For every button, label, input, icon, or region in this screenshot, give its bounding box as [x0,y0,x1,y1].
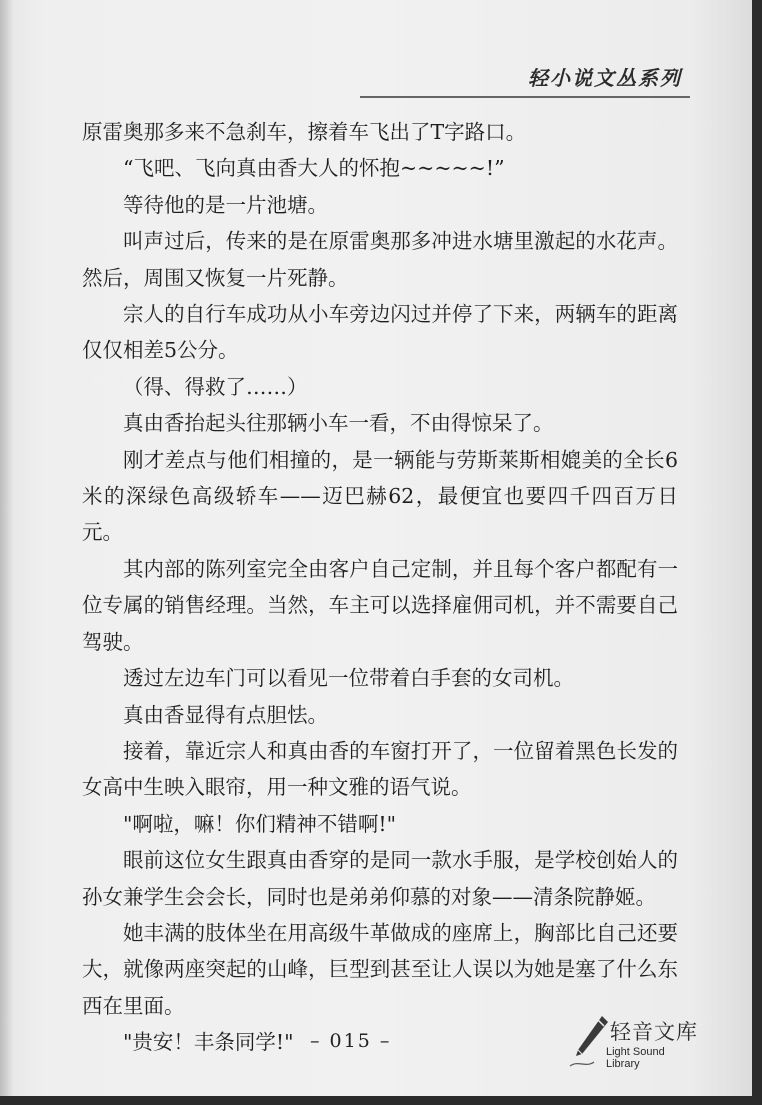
page-number: – 015 – [310,1030,392,1052]
page-gutter-shadow [0,0,14,1096]
paragraph: 接着，靠近宗人和真由香的车窗打开了，一位留着黑色长发的女高中生映入眼帘，用一种文雅的语气说。 [82,738,678,800]
paragraph: 叫声过后，传来的是在原雷奥那多冲进水塘里激起的水花声。然后，周围又恢复一片死静。 [82,229,678,290]
paragraph: 刚才差点与他们相撞的，是一辆能与劳斯莱斯相媲美的全长6米的深绿色高级轿车——迈巴赫62，最便宜也要四千四百万日元。 [82,447,678,545]
publisher-subtitle: Light Sound Library [606,1046,665,1070]
header-rule [360,96,690,98]
publisher-logo [568,1014,698,1070]
paragraph: 宗人的自行车成功从小车旁边闪过并停了下来，两辆车的距离仅仅相差5公分。 [82,302,678,363]
body-text [82,114,678,1061]
paragraph: "贵安！丰条同学!" [123,1030,294,1055]
publisher-name: 轻音文库 [610,1020,698,1044]
paragraph: 其内部的陈列室完全由客户自己定制，并且每个客户都配有一位专属的销售经理。当然，车主可以选择雇佣司机，并不需要自己驾驶。 [82,556,678,654]
paragraph: 眼前这位女生跟真由香穿的是同一款水手服，是学校创始人的孙女兼学生会会长，同时也是弟弟仰慕的对象——清条院静姬。 [82,848,678,909]
paragraph: “飞吧、飞向真由香大人的怀抱~~~~~!” [123,156,505,181]
paragraph: 真由香显得有点胆怯。 [123,702,328,727]
paragraph: 真由香抬起头往那辆小车一看，不由得惊呆了。 [123,411,554,436]
paragraph: "啊啦，嘛！你们精神不错啊!" [123,811,397,836]
paragraph: （得、得救了……） [123,374,308,399]
series-title: 轻小说文丛系列 [528,66,682,90]
paragraph: 原雷奥那多来不急刹车，擦着车飞出了T字路口。 [82,120,527,144]
paragraph: 透过左边车门可以看见一位带着白手套的女司机。 [123,666,574,691]
paragraph: 等待他的是一片池塘。 [123,192,328,217]
paragraph: 她丰满的肢体坐在用高级牛革做成的座席上，胸部比自己还要大，就像两座突起的山峰，巨型到甚至让人误以为她是塞了什么东西在里面。 [82,920,678,1018]
